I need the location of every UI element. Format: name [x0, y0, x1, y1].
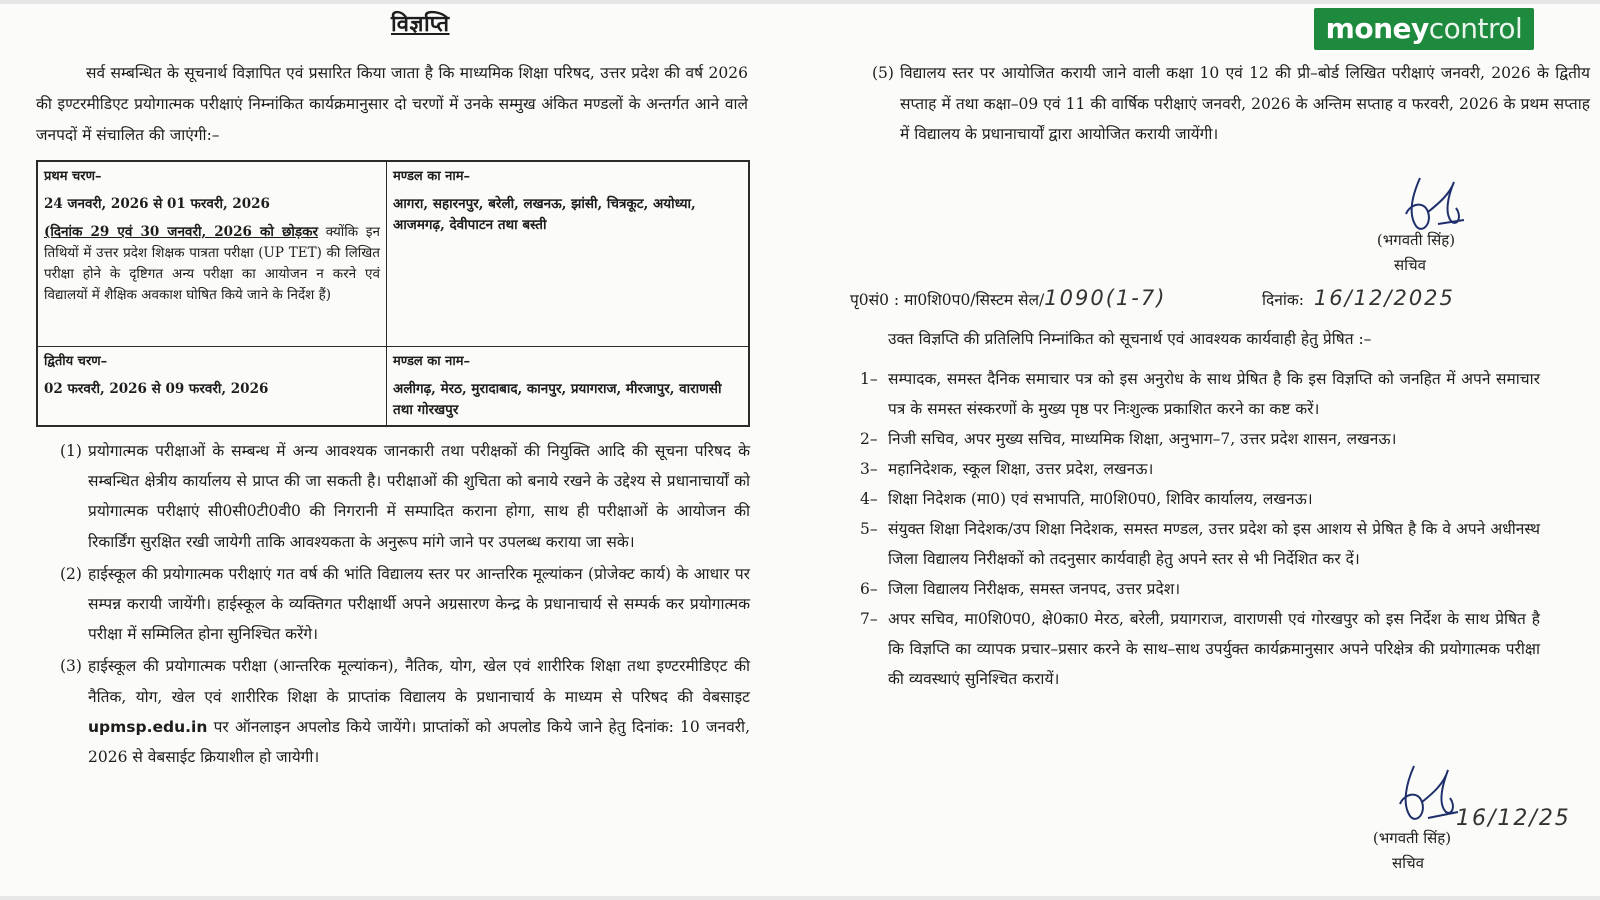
- website-url: upmsp.edu.in: [88, 717, 208, 736]
- copy-text: महानिदेशक, स्कूल शिक्षा, उत्तर प्रदेश, लखनऊ।: [888, 460, 1154, 478]
- phase2-mandal-cell: [387, 347, 750, 427]
- points-list: [60, 436, 750, 774]
- phase1-note-rest: क्योंकि इन तिथियों में उत्तर प्रदेश शिक्षक पात्रता परीक्षा (UP TET) की लिखित परीक्षा होने के दृष्टिगत अन्य परीक्षा का आयोजन न करने एवं विद्यालयों में शैक्षिक अवकाश घोषित किये जाने के निर्देश हैं): [44, 224, 380, 303]
- copy-number: 3–: [860, 460, 878, 478]
- signatory-designation-2: सचिव: [1392, 854, 1424, 872]
- phase1-label: प्रथम चरण–: [44, 169, 102, 184]
- bottom-border: [0, 896, 1600, 900]
- copy-item: [860, 454, 1540, 484]
- signature-image-2: [1392, 762, 1462, 828]
- phase1-dates: 24 जनवरी, 2026 से 01 फरवरी, 2026: [44, 196, 270, 212]
- copy-item: [860, 424, 1540, 454]
- phase1-note: [44, 222, 380, 306]
- signatory-name-2: (भगवती सिंह): [1372, 829, 1452, 847]
- phase1-note-underlined: (दिनांक 29 एवं 30 जनवरी, 2026 को छोड़कर: [44, 224, 319, 240]
- reference-prefix: पृ0सं0 : मा0शि0प0/सिस्टम सेल/: [850, 291, 1045, 309]
- copy-item: [860, 364, 1540, 424]
- reference-number: [850, 286, 1166, 310]
- copy-item: [860, 604, 1540, 694]
- copy-number: 5–: [860, 520, 878, 538]
- copy-number: 6–: [860, 580, 878, 598]
- phase2-mandals: अलीगढ़, मेरठ, मुरादाबाद, कानपुर, प्रयागराज, मीरजापुर, वाराणसी तथा गोरखपुर: [393, 381, 722, 418]
- logo-text-money: money: [1325, 12, 1429, 45]
- copy-intro: उक्त विज्ञप्ति की प्रतिलिपि निम्नांकित को सूचनार्थ एवं आवश्यक कार्यवाही हेतु प्रेषित :–: [888, 330, 1372, 348]
- point-5: [872, 58, 1590, 150]
- signature-image: [1398, 174, 1468, 236]
- notice-title: विज्ञप्ति: [391, 11, 450, 37]
- point-1: [60, 436, 750, 557]
- point-3: [60, 651, 750, 772]
- copy-text: निजी सचिव, अपर मुख्य सचिव, माध्यमिक शिक्षा, अनुभाग–7, उत्तर प्रदेश शासन, लखनऊ।: [888, 430, 1397, 448]
- copy-text: शिक्षा निदेशक (मा0) एवं सभापति, मा0शि0प0, शिविर कार्यालय, लखनऊ।: [888, 490, 1313, 508]
- point-text: हाईस्कूल की प्रयोगात्मक परीक्षाएं गत वर्ष की भांति विद्यालय स्तर पर आन्तरिक मूल्यांकन (प्रोजेक्ट कार्य) के आधार पर सम्पन्न करायी जायेंगी। हाईस्कूल के व्यक्तिगत परीक्षार्थी अपने अग्रसारण केन्द्र के प्रधानाचार्य से सम्पर्क कर प्रयोगात्मक परीक्षा में सम्मिलित होना सुनिश्चित करेंगे।: [88, 564, 750, 644]
- signature-date-handwritten: 16/12/25: [1456, 806, 1571, 831]
- copy-item: [860, 484, 1540, 514]
- point-number: (1): [60, 442, 82, 460]
- phase1-cell: [37, 161, 387, 347]
- point-text: विद्यालय स्तर पर आयोजित करायी जाने वाली कक्षा 10 एवं 12 की प्री–बोर्ड लिखित परीक्षाएं जनवरी, 2026 के द्वितीय सप्ताह में तथा कक्षा–09 एवं 11 की वार्षिक परीक्षाएं जनवरी, 2026 के अन्तिम सप्ताह व फरवरी, 2026 के प्रथम सप्ताह में विद्यालय के प्रधानाचार्यों द्वारा आयोजित करायी जायेंगी।: [900, 64, 1590, 143]
- copy-text: संयुक्त शिक्षा निदेशक/उप शिक्षा निदेशक, समस्त मण्डल, उत्तर प्रदेश को इस आशय से प्रेषित है कि वे अपने अधीनस्थ जिला विद्यालय निरीक्षकों को तदनुसार कार्यवाही हेतु अपने स्तर से भी निर्देशित कर दें।: [888, 520, 1540, 568]
- copy-text: अपर सचिव, मा0शि0प0, क्षे0का0 मेरठ, बरेली, प्रयागराज, वाराणसी एवं गोरखपुर को इस निर्देश के साथ प्रेषित है कि विज्ञप्ति का व्यापक प्रचार–प्रसार करने के साथ–साथ उपर्युक्त कार्यक्रमानुसार अपने परिक्षेत्र की प्रयोगात्मक परीक्षा की व्यवस्थाएं सुनिश्चित करायें।: [888, 610, 1540, 688]
- point-text: हाईस्कूल की प्रयोगात्मक परीक्षा (आन्तरिक मूल्यांकन), नैतिक, योग, खेल एवं शारीरिक शिक्षा तथा इण्टरमीडिएट की नैतिक, योग, खेल एवं शारीरिक शिक्षा के प्राप्तांक विद्यालय के प्रधानाचार्य के माध्यम से परिषद की वेबसाइट: [88, 657, 750, 706]
- point-2: [60, 559, 750, 650]
- top-border: [0, 0, 1600, 4]
- copy-number: 4–: [860, 490, 878, 508]
- point-text-cont: पर ऑनलाइन अपलोड किये जायेंगे। प्राप्तांकों को अपलोड किये जाने हेतु दिनांक: 10 जनवरी, 2026 से वेबसाईट क्रियाशील हो जायेगी।: [88, 717, 750, 767]
- date-label: दिनांक:: [1262, 291, 1304, 309]
- phase2-label: द्वितीय चरण–: [44, 354, 108, 369]
- intro-paragraph: सर्व सम्बन्धित के सूचनार्थ विज्ञापित एवं प्रसारित किया जाता है कि माध्यमिक शिक्षा परिषद, उत्तर प्रदेश की वर्ष 2026 की इण्टरमीडिएट प्रयोगात्मक परीक्षाएं निम्नांकित कार्यक्रमानुसार दो चरणों में उनके सम्मुख अंकित मण्डलों के अन्तर्गत आने वाले जनपदों में संचालित की जाएंगी:–: [36, 64, 748, 144]
- point-number: (2): [60, 564, 82, 583]
- copy-number: 1–: [860, 370, 878, 388]
- copy-list: [860, 364, 1540, 694]
- schedule-table: [36, 160, 750, 427]
- copy-number: 7–: [860, 610, 878, 628]
- point-text: प्रयोगात्मक परीक्षाओं के सम्बन्ध में अन्य आवश्यक जानकारी तथा परीक्षकों की नियुक्ति आदि की सूचना परिषद के सम्बन्धित क्षेत्रीय कार्यालय से प्राप्त की जा सकती है। परीक्षाओं की शुचिता को बनाये रखने के उद्देश्य से प्रधानाचार्यों को प्रयोगात्मक परीक्षाएं सी0सी0टी0वी0 की निगरानी में सम्पादित कराना होगा, साथ ही परीक्षाओं के आयोजन की रिकार्डिंग सुरक्षित रखी जायेगी ताकि आवश्यकता के अनुरूप मांगे जाने पर उपलब्ध कराया जा सके।: [88, 442, 750, 551]
- date-handwritten: 16/12/2025: [1313, 286, 1455, 310]
- logo-text-control: control: [1428, 12, 1523, 45]
- phase1-mandal-cell: [387, 161, 750, 347]
- copy-text: जिला विद्यालय निरीक्षक, समस्त जनपद, उत्तर प्रदेश।: [888, 580, 1181, 598]
- phase2-dates: 02 फरवरी, 2026 से 09 फरवरी, 2026: [44, 381, 269, 397]
- table-row: [37, 347, 749, 427]
- point-number: (5): [872, 64, 894, 82]
- reference-handwritten: 1090(1-7): [1044, 286, 1167, 310]
- reference-date: [1262, 286, 1455, 310]
- phase2-mandal-label: मण्डल का नाम–: [393, 354, 470, 369]
- signatory-designation: सचिव: [1394, 256, 1426, 274]
- table-row: [37, 161, 749, 347]
- point-number: (3): [60, 657, 82, 676]
- copy-text: सम्पादक, समस्त दैनिक समाचार पत्र को इस अनुरोध के साथ प्रेषित है कि इस विज्ञप्ति को जनहित में अपने समाचार पत्र के समस्त संस्करणों के मुख्य पृष्ठ पर निःशुल्क प्रकाशित करने का कष्ट करें।: [888, 370, 1540, 418]
- copy-item: [860, 514, 1540, 574]
- phase1-mandal-label: मण्डल का नाम–: [393, 169, 470, 184]
- signatory-name: (भगवती सिंह): [1376, 231, 1456, 249]
- moneycontrol-logo: [1314, 8, 1534, 50]
- copy-item: [860, 574, 1540, 604]
- phase2-cell: [37, 347, 387, 427]
- copy-number: 2–: [860, 430, 878, 448]
- phase1-mandals: आगरा, सहारनपुर, बरेली, लखनऊ, झांसी, चित्रकूट, अयोध्या, आजमगढ़, देवीपाटन तथा बस्ती: [393, 196, 696, 233]
